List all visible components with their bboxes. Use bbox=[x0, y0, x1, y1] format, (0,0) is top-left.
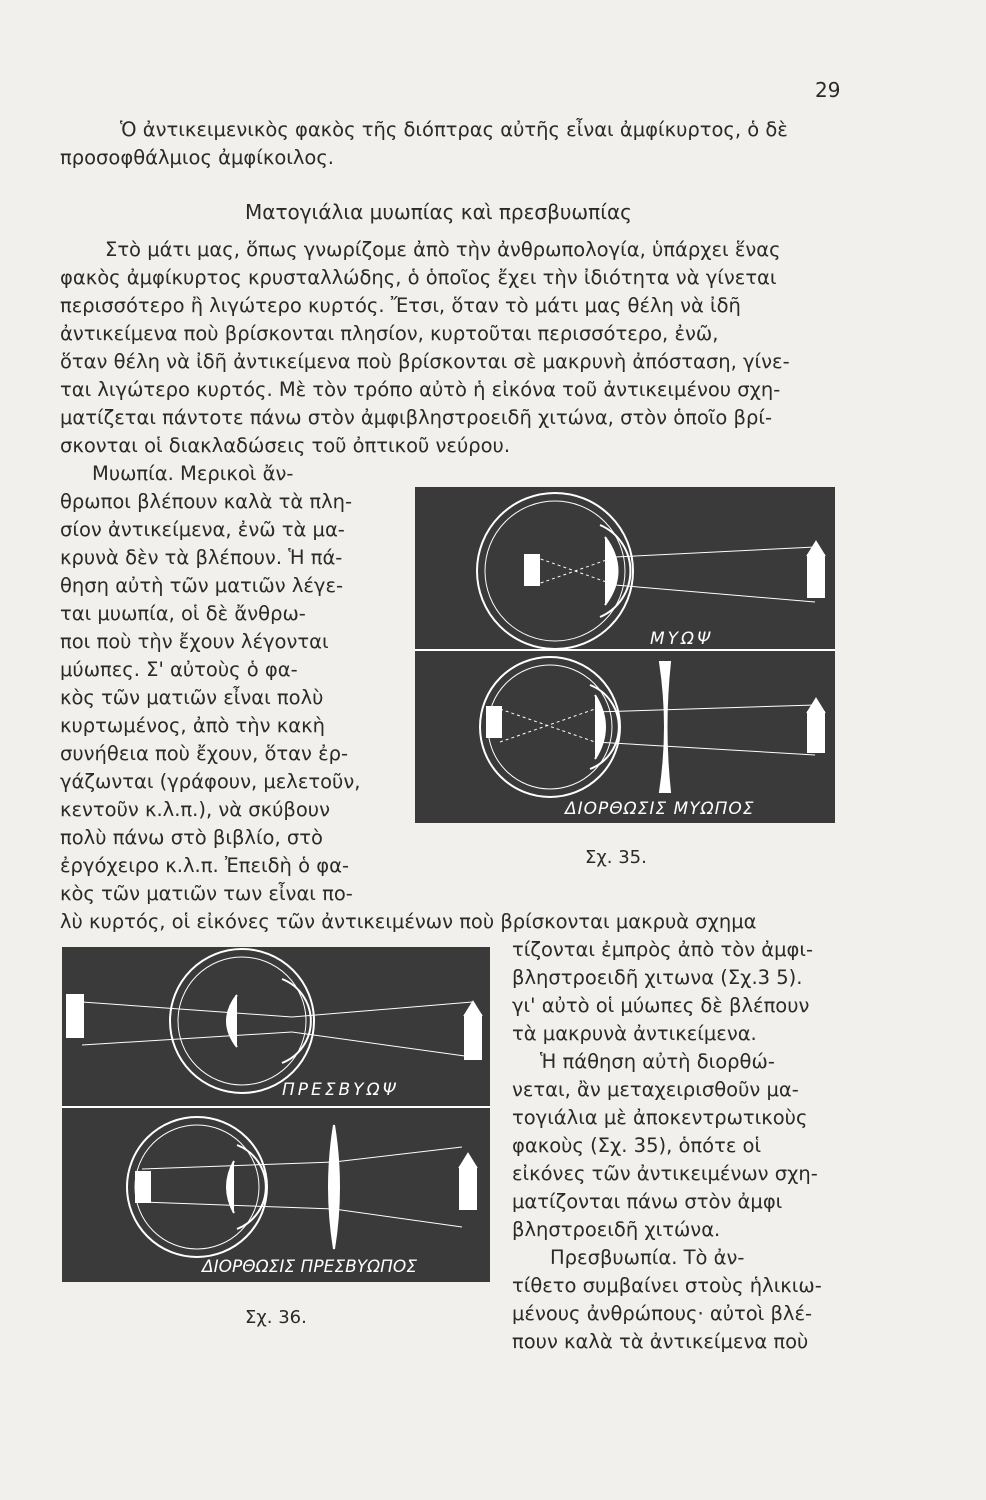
myopia-line: κρυνὰ δὲν τὰ βλέπουν. Ἡ πά- bbox=[60, 546, 343, 569]
para1-line: ται λιγώτερο κυρτός. Μὲ τὸν τρόπο αὐτὸ ἡ εἰκόνα τοῦ ἀντικειμένου σχη- bbox=[60, 378, 781, 401]
myopia-line: ποι ποὺ τὴν ἔχουν λέγονται bbox=[60, 630, 329, 653]
myopia-line: κεντοῦν κ.λ.π.), νὰ σκύβουν bbox=[60, 798, 330, 821]
section-title: Ματογιάλια μυωπίας καὶ πρεσβυωπίας bbox=[245, 200, 632, 224]
right-line: νεται, ἂν μεταχειρισθοῦν μα- bbox=[512, 1078, 799, 1101]
myopia-line: συνήθεια ποὺ ἔχουν, ὅταν ἐρ- bbox=[60, 742, 349, 765]
right-line: πουν καλὰ τὰ ἀντικείμενα ποὺ bbox=[512, 1330, 809, 1353]
right-line: φακοὺς (Σχ. 35), ὁπότε οἱ bbox=[512, 1134, 762, 1157]
para1-line: περισσότερο ἢ λιγώτερο κυρτός. Ἔτσι, ὅταν τὸ μάτι μας θέλη νὰ ἰδῆ bbox=[60, 294, 741, 317]
figure-35-caption: Σχ. 35. bbox=[585, 847, 647, 868]
figure-36 bbox=[62, 947, 490, 1282]
figure-36-caption: Σχ. 36. bbox=[245, 1307, 307, 1328]
figure-35-label-bottom: ΔΙΟΡΘΩΣΙΣ ΜΥΩΠΟΣ bbox=[565, 799, 755, 819]
right-line: Πρεσβυωπία. Τὸ ἀν- bbox=[550, 1246, 745, 1269]
myopia-line: Μυωπία. Μερικοὶ ἄν- bbox=[92, 462, 294, 485]
myopia-line: θρωποι βλέπουν καλὰ τὰ πλη- bbox=[60, 490, 353, 513]
right-line: τίθετο συμβαίνει στοὺς ἡλικιω- bbox=[512, 1274, 822, 1297]
right-line: μένους ἀνθρώπους· αὐτοὶ βλέ- bbox=[512, 1302, 813, 1325]
myopia-line: πολὺ πάνω στὸ βιβλίο, στὸ bbox=[60, 826, 323, 849]
myopia-line: κυρτωμένος, ἀπὸ τὴν κακὴ bbox=[60, 714, 325, 737]
right-line: τογιάλια μὲ ἀποκεντρωτικοὺς bbox=[512, 1106, 808, 1129]
right-line: εἰκόνες τῶν ἀντικειμένων σχη- bbox=[512, 1162, 818, 1185]
myopia-line: ἐργόχειρο κ.λ.π. Ἐπειδὴ ὁ φα- bbox=[60, 854, 349, 877]
para1-line: ματίζεται πάντοτε πάνω στὸν ἀμφιβληστροειδῆ χιτώνα, στὸν ὁποῖο βρί- bbox=[60, 406, 772, 429]
figure-36-label-top: ΠΡΕΣΒΥΩΨ bbox=[282, 1080, 399, 1100]
para1-line: σκονται οἱ διακλαδώσεις τοῦ ὀπτικοῦ νεύρου. bbox=[60, 434, 511, 457]
right-line: βληστροειδῆ χιτώνα. bbox=[512, 1218, 721, 1241]
figure-36-label-bottom: ΔΙΟΡΘΩΣΙΣ ΠΡΕΣΒΥΩΠΟΣ bbox=[202, 1257, 418, 1277]
myopia-line: λὺ κυρτός, οἱ εἰκόνες τῶν ἀντικειμένων ποὺ βρίσκονται μακρυὰ σχημα bbox=[60, 910, 757, 933]
right-line: βληστροειδῆ χιτωνα (Σχ.3 5). bbox=[512, 966, 803, 989]
para1-line: φακὸς ἀμφίκυρτος κρυσταλλώδης, ὁ ὁποῖος ἔχει τὴν ἰδιότητα νὰ γίνεται bbox=[60, 266, 777, 289]
page-number: 29 bbox=[815, 78, 841, 102]
para1-line: Στὸ μάτι μας, ὅπως γνωρίζομε ἀπὸ τὴν ἀνθρωπολογία, ὑπάρχει ἕνας bbox=[105, 238, 781, 261]
myopia-line: ται μυωπία, οἱ δὲ ἄνθρω- bbox=[60, 602, 306, 625]
myopia-line: μύωπες. Σ' αὐτοὺς ὁ φα- bbox=[60, 658, 298, 681]
right-line: τὰ μακρυνὰ ἀντικείμενα. bbox=[512, 1022, 757, 1045]
intro-line: Ὁ ἀντικειμενικὸς φακὸς τῆς διόπτρας αὐτῆς εἶναι ἀμφίκυρτος, ὁ δὲ bbox=[120, 118, 788, 141]
myopia-line: σίον ἀντικείμενα, ἐνῶ τὰ μα- bbox=[60, 518, 345, 541]
myopia-line: γάζωνται (γράφουν, μελετοῦν, bbox=[60, 770, 361, 793]
figure-35 bbox=[415, 487, 835, 823]
right-line: γι' αὐτὸ οἱ μύωπες δὲ βλέπουν bbox=[512, 994, 810, 1017]
right-line: ματίζονται πάνω στὸν ἀμφι bbox=[512, 1190, 783, 1213]
myopia-line: κὸς τῶν ματιῶν των εἶναι πο- bbox=[60, 882, 353, 905]
right-line: τίζονται ἐμπρὸς ἀπὸ τὸν ἀμφι- bbox=[512, 938, 814, 961]
myopia-line: κὸς τῶν ματιῶν εἶναι πολὺ bbox=[60, 686, 324, 709]
myopia-line: θηση αὐτὴ τῶν ματιῶν λέγε- bbox=[60, 574, 344, 597]
para1-line: ὅταν θέλη νὰ ἰδῆ ἀντικείμενα ποὺ βρίσκονται σὲ μακρυνὴ ἀπόσταση, γίνε- bbox=[60, 350, 790, 373]
right-line: Ἡ πάθηση αὐτὴ διορθώ- bbox=[540, 1050, 775, 1073]
intro-line: προσοφθάλμιος ἀμφίκοιλος. bbox=[60, 146, 334, 169]
figure-35-label-top: ΜΥΩΨ bbox=[650, 629, 714, 649]
para1-line: ἀντικείμενα ποὺ βρίσκονται πλησίον, κυρτοῦται περισσότερο, ἐνῶ, bbox=[60, 322, 719, 345]
